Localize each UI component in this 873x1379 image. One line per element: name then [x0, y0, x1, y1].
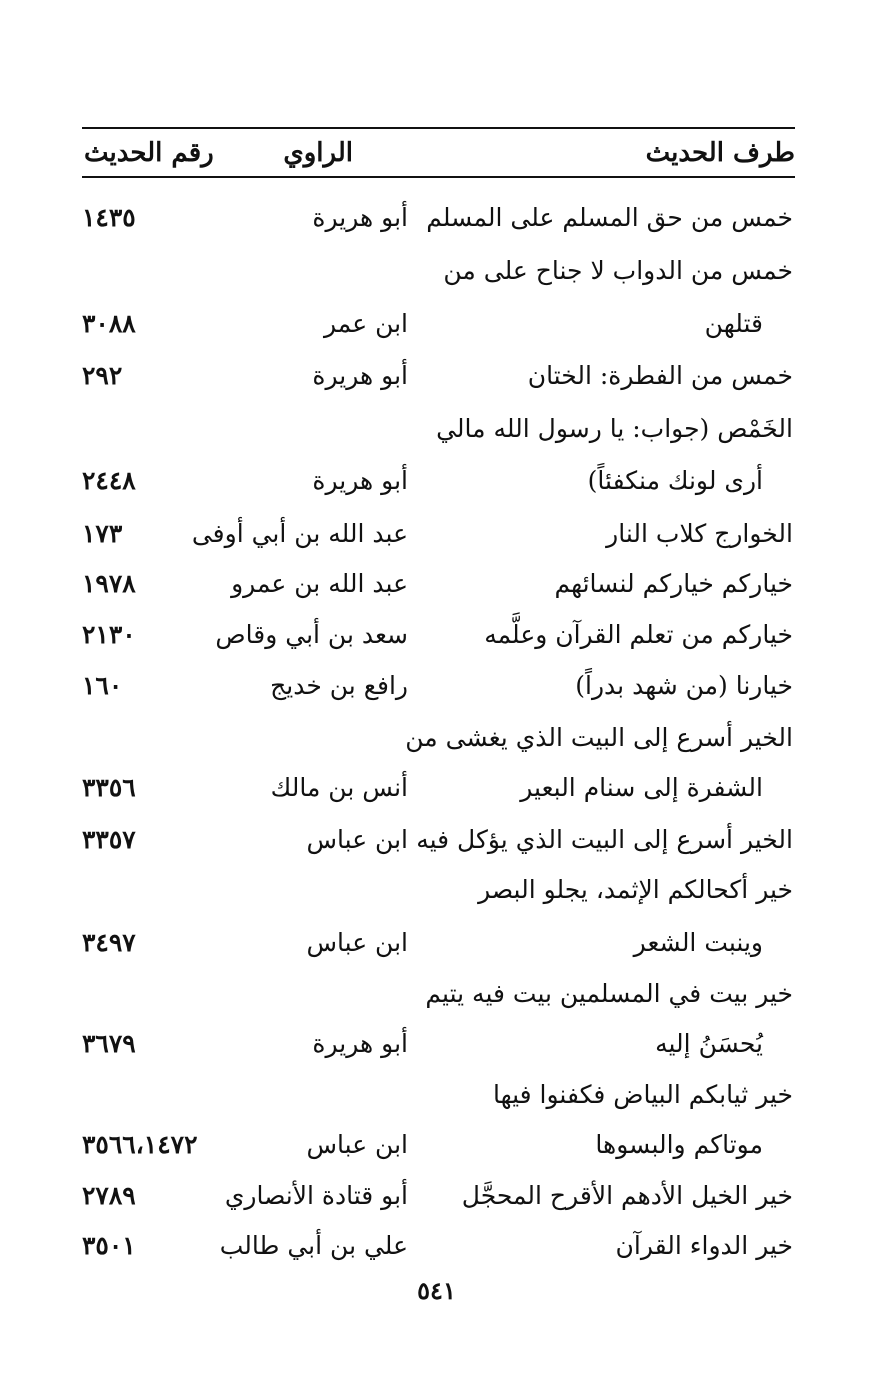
hadith-number: ٣٣٥٧: [82, 825, 136, 854]
header-hadith-label: طرف الحديث: [645, 138, 795, 168]
hadith-number: ٣٣٥٦: [82, 773, 136, 802]
header-top-rule: [82, 127, 795, 129]
narrator: رافع بن خديج: [270, 671, 408, 700]
hadith-text: خياركم خياركم لنسائهم: [554, 569, 793, 598]
hadith-text: الخوارج كلاب النار: [606, 519, 793, 548]
narrator: أبو هريرة: [312, 466, 408, 495]
hadith-text: الخير أسرع إلى البيت الذي يغشى من: [405, 723, 793, 752]
header-bottom-rule: [82, 176, 795, 178]
hadith-number: ١٩٧٨: [82, 569, 136, 598]
hadith-text-continuation: موتاكم والبسوها: [595, 1130, 763, 1159]
hadith-text: خمس من حق المسلم على المسلم: [426, 203, 793, 232]
header-narrator-label: الراوي: [283, 138, 353, 168]
hadith-text: خمس من الدواب لا جناح على من: [443, 256, 793, 285]
narrator: سعد بن أبي وقاص: [215, 620, 408, 649]
hadith-number: ٣٥٦٦،١٤٧٢: [82, 1130, 198, 1159]
hadith-text: خمس من الفطرة: الختان: [527, 361, 793, 390]
header-number-label: رقم الحديث: [84, 138, 214, 168]
hadith-text-continuation: قتلهن: [704, 309, 763, 338]
narrator: أبو قتادة الأنصاري: [224, 1181, 408, 1210]
narrator: ابن عباس: [306, 825, 408, 854]
hadith-number: ١٤٣٥: [82, 203, 136, 232]
hadith-number: ٢٩٢: [82, 361, 123, 390]
narrator: أبو هريرة: [312, 361, 408, 390]
hadith-number: ٣٠٨٨: [82, 309, 136, 338]
narrator: علي بن أبي طالب: [219, 1231, 408, 1260]
hadith-text-continuation: يُحسَنُ إليه: [655, 1029, 763, 1058]
hadith-text: خير بيت في المسلمين بيت فيه يتيم: [425, 979, 793, 1008]
hadith-number: ١٧٣: [82, 519, 123, 548]
narrator: أبو هريرة: [312, 203, 408, 232]
hadith-text: خير أكحالكم الإثمد، يجلو البصر: [478, 875, 793, 904]
hadith-text: خير الخيل الأدهم الأقرح المحجَّل: [461, 1181, 793, 1210]
narrator: عبد الله بن عمرو: [231, 569, 408, 598]
narrator: أبو هريرة: [312, 1029, 408, 1058]
hadith-text: خيارنا (من شهد بدراً): [575, 671, 793, 700]
narrator: ابن عباس: [306, 928, 408, 957]
hadith-text-continuation: الشفرة إلى سنام البعير: [520, 773, 763, 802]
hadith-text: خير ثيابكم البياض فكفنوا فيها: [492, 1080, 793, 1109]
hadith-number: ١٦٠: [82, 671, 123, 700]
narrator: ابن عمر: [323, 309, 408, 338]
hadith-number: ٣٤٩٧: [82, 928, 136, 957]
hadith-number: ٣٥٠١: [82, 1231, 136, 1260]
hadith-number: ٢١٣٠: [82, 620, 136, 649]
hadith-text: الخير أسرع إلى البيت الذي يؤكل فيه: [416, 825, 793, 854]
hadith-number: ٣٦٧٩: [82, 1029, 136, 1058]
narrator: ابن عباس: [306, 1130, 408, 1159]
narrator: أنس بن مالك: [270, 773, 408, 802]
hadith-number: ٢٧٨٩: [82, 1181, 136, 1210]
hadith-text: خير الدواء القرآن: [615, 1231, 793, 1260]
hadith-text: خياركم من تعلم القرآن وعلَّمه: [484, 620, 793, 649]
hadith-number: ٢٤٤٨: [82, 466, 136, 495]
hadith-text-continuation: وينبت الشعر: [633, 928, 763, 957]
hadith-text-continuation: أرى لونك منكفئاً): [587, 466, 763, 495]
page-number: ٥٤١: [417, 1276, 456, 1305]
narrator: عبد الله بن أبي أوفى: [191, 519, 408, 548]
hadith-text: الخَمْص (جواب: يا رسول الله مالي: [436, 414, 793, 443]
